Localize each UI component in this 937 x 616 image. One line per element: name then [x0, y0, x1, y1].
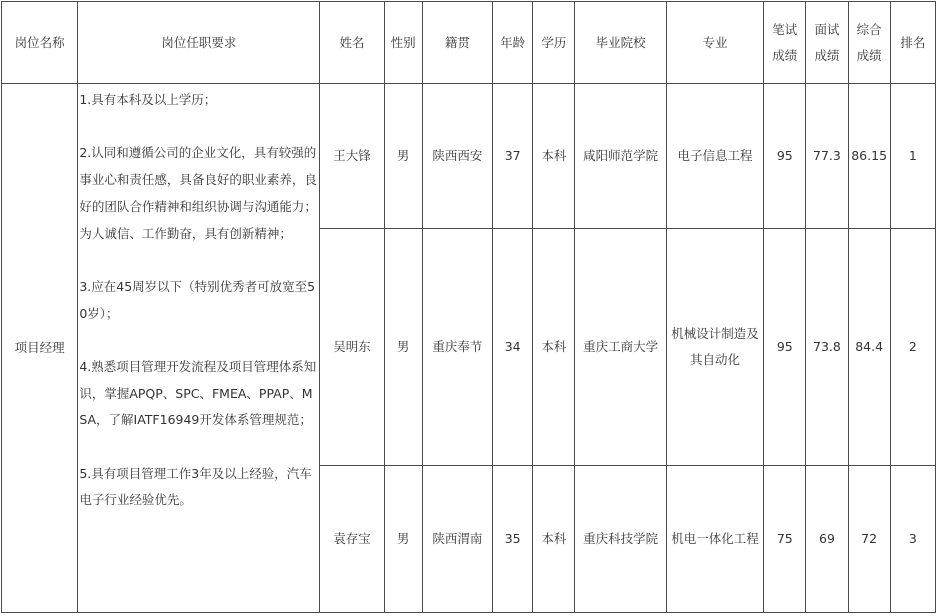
candidate-major: 机电一体化工程: [666, 466, 763, 613]
candidate-name: 袁存宝: [320, 466, 384, 613]
requirements-cell: [78, 84, 320, 613]
candidate-interview-score: 77.3: [806, 84, 848, 229]
header-interview-score: 面试成绩: [806, 2, 848, 84]
candidate-written-score: 75: [764, 466, 806, 613]
candidate-interview-score: 69: [806, 466, 848, 613]
header-requirements: 岗位任职要求: [78, 2, 320, 84]
header-rank: 排名: [890, 2, 935, 84]
header-age: 年龄: [493, 2, 533, 84]
table-header-row: [2, 2, 936, 84]
candidate-school: 咸阳师范学院: [575, 84, 666, 229]
candidate-education: 本科: [533, 466, 575, 613]
candidate-interview-score: 73.8: [806, 229, 848, 466]
table-row: [2, 84, 936, 229]
candidate-total-score: 84.4: [848, 229, 890, 466]
candidate-name: 吴明东: [320, 229, 384, 466]
requirement-item: 5.具有项目管理工作3年及以上经验，汽车电子行业经验优先。: [79, 465, 312, 508]
candidate-education: 本科: [533, 84, 575, 229]
candidate-major: 机械设计制造及其自动化: [666, 229, 763, 466]
header-written-score: 笔试成绩: [764, 2, 806, 84]
candidate-total-score: 86.15: [848, 84, 890, 229]
candidate-origin: 重庆奉节: [422, 229, 492, 466]
header-name: 姓名: [320, 2, 384, 84]
candidate-gender: 男: [384, 84, 422, 229]
candidate-major: 电子信息工程: [666, 84, 763, 229]
candidate-origin: 陕西渭南: [422, 466, 492, 613]
requirement-item: 1.具有本科及以上学历；: [79, 92, 217, 107]
candidate-written-score: 95: [764, 84, 806, 229]
header-total-score: 综合成绩: [848, 2, 890, 84]
candidate-school: 重庆工商大学: [575, 229, 666, 466]
candidate-rank: 3: [890, 466, 935, 613]
header-gender: 性别: [384, 2, 422, 84]
candidate-name: 王大锋: [320, 84, 384, 229]
candidate-written-score: 95: [764, 229, 806, 466]
candidate-table: [1, 1, 936, 613]
candidate-origin: 陕西西安: [422, 84, 492, 229]
requirement-item: 4.熟悉项目管理开发流程及项目管理体系知识，掌握APQP、SPC、FMEA、PPAP、MSA，了解IATF16949开发体系管理规范；: [79, 358, 317, 428]
position-cell: 项目经理: [2, 84, 78, 613]
candidate-total-score: 72: [848, 466, 890, 613]
candidate-school: 重庆科技学院: [575, 466, 666, 613]
header-major: 专业: [666, 2, 763, 84]
requirement-item: 2.认同和遵循公司的企业文化，具有较强的事业心和责任感，具备良好的职业素养，良好的团队合作精神和组织协调与沟通能力；为人诚信、工作勤奋，具有创新精神；: [79, 145, 317, 241]
header-education: 学历: [533, 2, 575, 84]
header-origin: 籍贯: [422, 2, 492, 84]
candidate-age: 37: [493, 84, 533, 229]
candidate-gender: 男: [384, 229, 422, 466]
candidate-age: 34: [493, 229, 533, 466]
candidate-gender: 男: [384, 466, 422, 613]
candidate-rank: 2: [890, 229, 935, 466]
candidate-rank: 1: [890, 84, 935, 229]
candidate-education: 本科: [533, 229, 575, 466]
header-school: 毕业院校: [575, 2, 666, 84]
candidate-age: 35: [493, 466, 533, 613]
requirement-item: 3.应在45周岁以下（特别优秀者可放宽至50岁）；: [79, 278, 316, 321]
header-position: 岗位名称: [2, 2, 78, 84]
